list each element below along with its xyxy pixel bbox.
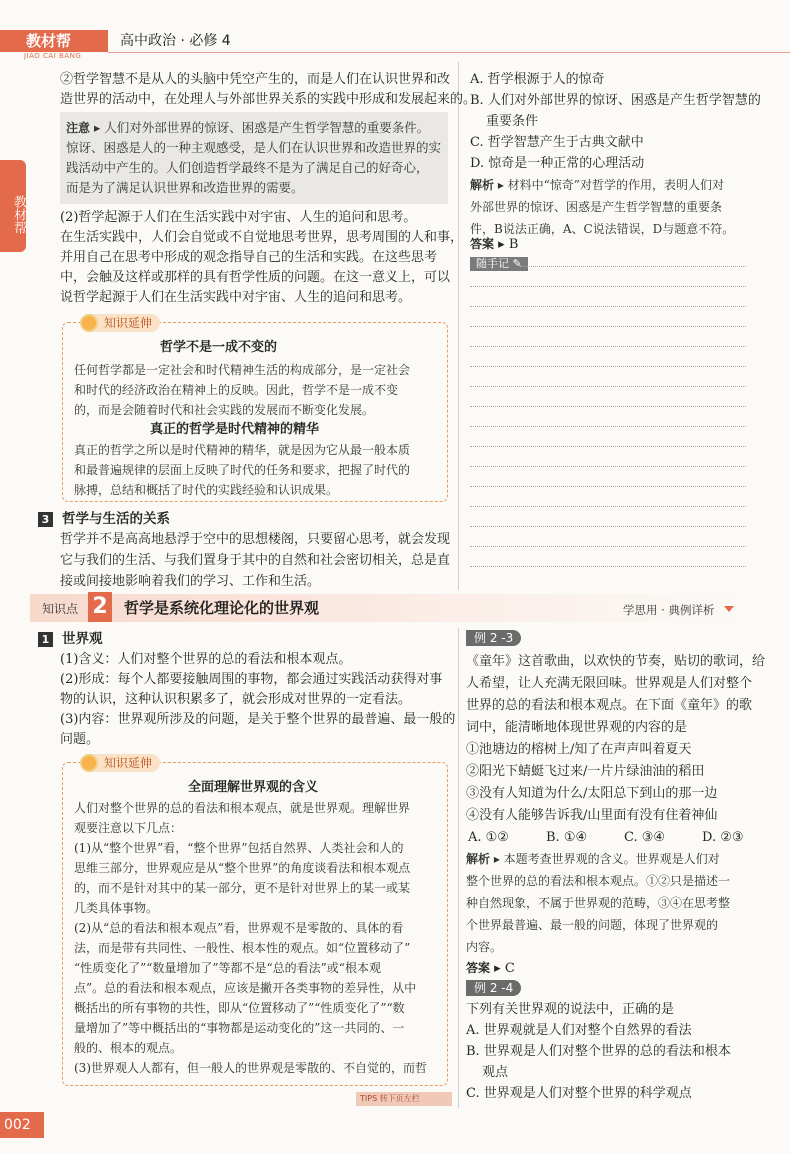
analysis-line: 件，B说法正确，A、C说法错误，D与题意不符。 [470,222,735,236]
answer-value: B [508,237,519,252]
answer-label: 答案 [466,961,491,975]
extension-line: 点”。总的看法和根本观点，应该是撇开各类事物的差异性，从中 [74,981,417,995]
note-line [470,446,746,447]
extension-title: 全面理解世界观的含义 [188,780,319,795]
arrow-icon: ▸ [90,120,105,135]
extension-line: 和最普遍规律的层面上反映了时代的任务和要求，把握了时代的 [74,463,411,477]
brand-logo [0,30,108,52]
side-tab: 教材帮 [0,160,26,252]
paragraph-line: 它与我们的生活、与我们置身于其中的自然和社会密切相关，总是直 [60,553,451,568]
note-line [470,406,746,407]
extension-label: 知识延伸 [80,314,160,332]
analysis-line: 整个世界的总的看法和根本观点。①②只是描述一 [466,874,731,888]
note-line: 人们对外部世界的惊讶、困惑是产生哲学智慧的重要条件。 [104,120,430,135]
paragraph-line: (1)含义：人们对整个世界的总的看法和根本观点。 [60,652,352,667]
section-number: 1 [38,632,53,647]
note-line [470,506,746,507]
section-title: 哲学与生活的关系 [62,511,170,527]
note-line [470,486,746,487]
note-line: 惊讶、困惑是人的一种主观感受，是人们在认识世界和改造世界的实 [66,140,442,155]
example-line: 下列有关世界观的说法中，正确的是 [466,1002,675,1017]
section-number: 3 [38,512,53,527]
lightbulb-icon [80,314,98,332]
paragraph-line: 说哲学起源于人们在生活实践中对宇宙、人生的追问和思考。 [60,290,412,305]
option-a: A. 哲学根源于人的惊奇 [470,72,605,87]
arrow-icon: ▸ [490,852,504,866]
item-title: (2)哲学起源于人们在生活实践中对宇宙、人生的追问和思考。 [60,210,417,225]
example-line: ②阳光下蜻蜓飞过来/一片片绿油油的稻田 [466,764,705,779]
answer-label: 答案 [470,237,495,251]
arrow-icon: ▸ [494,237,509,252]
paragraph-line: 哲学并不是高高地悬浮于空中的思想楼阁，只要留心思考，就会发现 [60,532,451,547]
example-line: 《童年》这首歌曲，以欢快的节奏，贴切的歌词，给 [466,654,766,669]
extension-line: 任何哲学都是一定社会和时代精神生活的构成部分，是一定社会 [74,363,411,377]
option-d: D. 惊奇是一种正常的心理活动 [470,156,645,171]
extension-label-wrap [80,754,160,772]
note-line [470,466,746,467]
tips-badge: TIPS 转下页左栏 [356,1092,452,1106]
notes-label-text: 随手记 [476,257,509,270]
analysis-line: 种自然现象，不属于世界观的范畴，③④在思考整 [466,896,731,910]
arrow-icon: ▸ [494,178,508,192]
note-line [470,566,746,567]
example-line: 人希望，让人充满无限回味。世界观是人们对整个 [466,676,753,691]
note-line: 而是为了满足认识世界和改造世界的需要。 [66,180,304,195]
brand-subtitle: JIAO CAI BANG [24,52,82,60]
extension-line: 概括出的所有事物的共性，即从“位置移动了”“性质变化了”“数 [74,1001,405,1015]
extension-line: 观要注意以下几点： [74,821,183,835]
extension-title: 哲学不是一成不变的 [160,340,278,355]
analysis-text: 材料中“惊奇”对哲学的作用，表明人们对 [507,178,724,192]
example-badge: 例 2 -3 [466,630,521,646]
arrow-icon: ▸ [490,961,505,976]
note-line [470,366,746,367]
option-b-cont: 重要条件 [486,114,539,129]
page-number: 002 [0,1112,44,1138]
extension-line: (3)世界观人人都有，但一般人的世界观是零散的、不自觉的，而哲 [74,1061,428,1075]
note-content [66,118,446,198]
paragraph-line: (3)内容：世界观所涉及的问题，是关于整个世界的最普遍、最一般的 [60,712,456,727]
answer-line [470,234,518,255]
analysis-label: 解析 [466,852,491,866]
knowledge-point-title: 哲学是系统化理论化的世界观 [124,599,320,617]
triangle-down-icon [724,606,734,612]
note-line [520,266,746,267]
paragraph-line: 在生活实践中，人们会自觉或不自觉地思考世界，思考周围的人和事， [60,230,464,245]
analysis-line [466,848,720,870]
extension-line: (2)从“总的看法和根本观点”看，世界观不是零散的、具体的看 [74,921,404,935]
page-header-title: 高中政治 · 必修 4 [120,33,231,49]
paragraph-line: ②哲学智慧不是从人的头脑中凭空产生的，而是人们在认识世界和改 [60,72,451,87]
extension-line: 的，而不是针对其中的某一部分，更不是针对世界上的某一或某 [74,881,411,895]
extension-label-wrap [80,314,160,332]
option-b: B. 人们对外部世界的惊讶、困惑是产生哲学智慧的 [470,93,761,108]
column-divider-bottom [458,628,459,1108]
paragraph-line: 并用自己在思考中形成的观念指导自己的生活和实践。在这些思考 [60,250,438,265]
knowledge-point-number: 2 [88,592,112,622]
option-c: C. 哲学智慧产生于古典文献中 [470,135,644,150]
extension-title: 真正的哲学是时代精神的精华 [150,422,320,437]
example-line: B. 世界观是人们对整个世界的总的看法和根本 [466,1044,731,1059]
example-line: 观点 [482,1065,509,1080]
extension-line: (1)从“整个世界”看，“整个世界”包括自然界、人类社会和人的 [74,841,404,855]
note-label: 注意 [66,121,91,135]
paragraph-line: (2)形成：每个人都要接触周围的事物，都会通过实践活动获得对事 [60,672,443,687]
note-line [470,546,746,547]
pencil-icon: ✎ [512,257,522,270]
analysis-label: 解析 [470,178,495,192]
brand-name: 教材帮 [26,32,72,50]
lightbulb-icon [80,754,98,772]
extension-line: “性质变化了”“数量增加了”等都不是“总的看法”或“根本观 [74,961,381,975]
extension-line: 人们对整个世界的总的看法和根本观点，就是世界观。理解世界 [74,801,411,815]
extension-line: 量增加了”等中概括出的“事物都是运动变化的”这一共同的、一 [74,1021,405,1035]
column-divider-top [458,62,459,590]
extension-line: 真正的哲学之所以是时代精神的精华，就是因为它从最一般本质 [74,443,411,457]
extension-line: 的，而是会随着时代和社会实践的发展而不断变化发展。 [74,403,375,417]
analysis-line: 内容。 [466,940,503,954]
choice-a: A. ①② [468,830,509,845]
paragraph-line: 问题。 [60,732,100,747]
extension-line: 几类具体事物。 [74,901,159,915]
answer-line [466,958,515,979]
paragraph-line: 物的认识，这种认识积累多了，就会形成对世界的一定看法。 [60,692,412,707]
note-line [470,286,746,287]
section-title: 世界观 [62,631,103,647]
extension-line: 脉搏，总结和概括了时代的实践经验和认识成果。 [74,483,339,497]
example-line: 词中，能清晰地体现世界观的内容的是 [466,720,688,735]
choice-d: D. ②③ [702,830,744,845]
choice-b: B. ①④ [546,830,588,845]
note-line [470,526,746,527]
extension-line: 和时代的经济政治在精神上的反映。因此，哲学不是一成不变 [74,383,399,397]
extension-line: 法，而是带有共同性、一般性、根本性的观点。如“位置移动了” [74,941,411,955]
notes-label [470,257,528,271]
paragraph-line: 中，会触及这样或那样的具有哲学性质的问题。在这一意义上，可以 [60,270,451,285]
choice-c: C. ③④ [624,830,666,845]
example-line: 世界的总的看法和根本观点。在下面《童年》的歌 [466,698,753,713]
extension-line: 般的、根本的观点。 [74,1041,183,1055]
note-line [470,346,746,347]
header-rule [108,52,790,53]
analysis-line: 个世界最普遍、最一般的问题，体现了世界观的 [466,918,719,932]
example-line: C. 世界观是人们对整个世界的科学观点 [466,1086,692,1101]
paragraph-line: 造世界的活动中，在处理人与外部世界关系的实践中形成和发展起来的。 [60,92,477,107]
note-line [470,386,746,387]
note-line [470,326,746,327]
extension-label: 知识延伸 [80,754,160,772]
example-line: ④没有人能够告诉我/山里面有没有住着神仙 [466,808,718,823]
knowledge-point-section: 学思用 · 典例详析 [623,603,715,617]
analysis-text: 本题考查世界观的含义。世界观是人们对 [503,852,720,866]
analysis-line [470,174,724,196]
example-line: ③没有人知道为什么/太阳总下到山的那一边 [466,786,718,801]
analysis-line: 外部世界的惊讶、困惑是产生哲学智慧的重要条 [470,200,723,214]
knowledge-point-label: 知识点 [42,602,79,616]
example-badge: 例 2 -4 [466,980,521,996]
note-line [470,426,746,427]
note-line: 践活动中产生的。人们创造哲学最终不是为了满足自己的好奇心， [66,160,429,175]
example-line: A. 世界观就是人们对整个自然界的看法 [466,1023,692,1038]
extension-line: 思维三部分，世界观应是从“整个世界”的角度谈看法和根本观点 [74,861,411,875]
answer-value: C [504,961,515,976]
paragraph-line: 接或间接地影响着我们的学习、工作和生活。 [60,574,321,589]
note-line [470,306,746,307]
example-line: ①池塘边的榕树上/知了在声声叫着夏天 [466,742,692,757]
